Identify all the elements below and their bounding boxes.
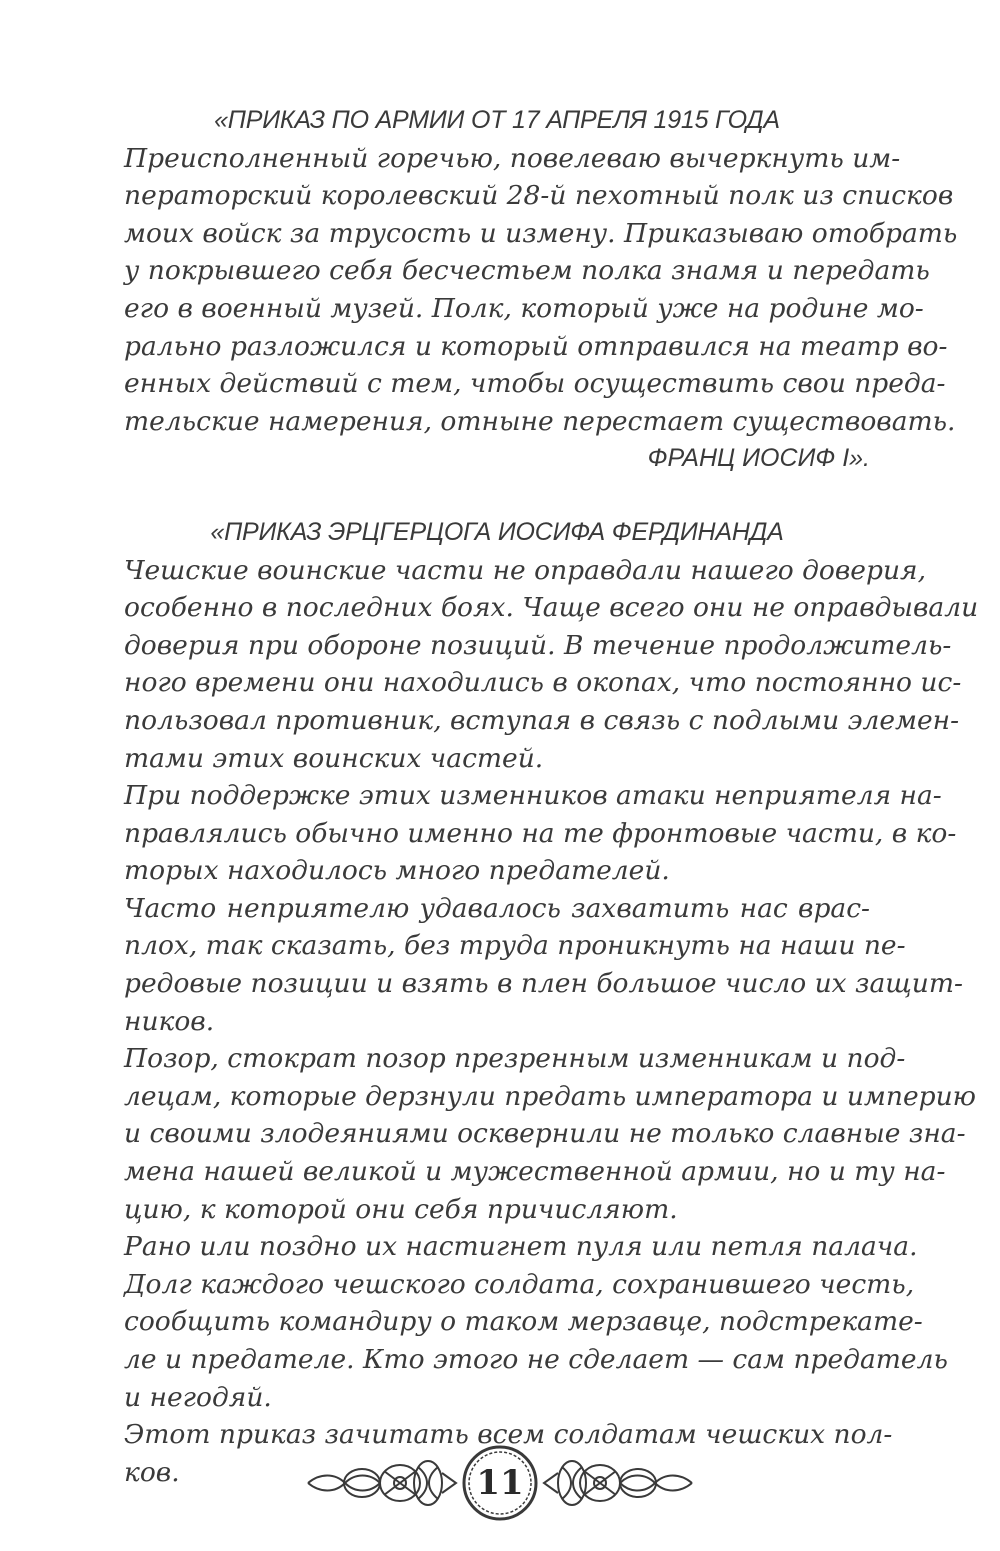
page-text	[124, 102, 979, 1491]
order2-line: ников.	[124, 1005, 215, 1037]
order1-line: тельские намерения, отныне перестает существовать.	[124, 405, 956, 437]
order1-line: его в военный музей. Полк, который уже на родине мо-	[124, 292, 924, 324]
order1-heading: «ПРИКАЗ ПО АРМИИ ОТ 17 АПРЕЛЯ 1915 ГОДА	[214, 106, 780, 134]
order2-line: и своими злодеяниями осквернили не только славные зна-	[124, 1118, 966, 1150]
page-footer	[300, 1443, 700, 1523]
order2-line: мена нашей великой и мужественной армии, но и ту на-	[124, 1156, 946, 1188]
order2-heading: «ПРИКАЗ ЭРЦГЕРЦОГА ИОСИФА ФЕРДИНАНДА	[210, 517, 784, 546]
order2-line: Этот приказ зачитать всем солдатам чешских пол-	[124, 1419, 893, 1451]
order2-line: Часто неприятелю удавалось захватить нас врас-	[124, 892, 870, 924]
order2-line: Чешские воинские части не оправдали нашего доверия,	[124, 554, 926, 586]
order2-line: редовые позиции и взять в плен большое число их защит-	[124, 968, 963, 1000]
order1-line: моих войск за трусость и измену. Приказываю отобрать	[124, 217, 958, 249]
order2-line: пользовал противник, вступая в связь с подлыми элемен-	[124, 704, 960, 736]
order2-line: тами этих воинских частей.	[124, 742, 544, 774]
order2-line: и негодяй.	[124, 1381, 272, 1413]
order2-line: особенно в последних боях. Чаще всего они не оправдывали	[124, 592, 979, 624]
order2-line: цию, к которой они себя причисляют.	[124, 1193, 678, 1225]
order2-line: Позор, стократ позор презренным изменникам и под-	[124, 1043, 906, 1075]
order2-line: плох, так сказать, без труда проникнуть на наши пе-	[124, 930, 906, 962]
order2-line: ного времени они находились в окопах, что постоянно ис-	[124, 667, 962, 699]
order1-line: енных действий с тем, чтобы осуществить свои преда-	[124, 368, 946, 400]
order2-line: Долг каждого чешского солдата, сохранившего честь,	[124, 1268, 915, 1300]
order2-line: При поддержке этих изменников атаки неприятеля на-	[124, 780, 942, 812]
page-number: 11	[476, 1463, 524, 1503]
order1-signature: ФРАНЦ ИОСИФ I».	[647, 444, 870, 473]
order2-line: сообщить командиру о таком мерзавце, подстрекате-	[124, 1306, 923, 1338]
order2-line: лецам, которые дерзнули предать императора и империю	[124, 1080, 977, 1112]
order2-line: Рано или поздно их настигнет пуля или петля палача.	[124, 1231, 918, 1263]
order2-line: ков.	[124, 1456, 180, 1488]
order1-line: Преисполненный горечью, повелеваю вычеркнуть им-	[124, 142, 901, 174]
order1-line: рально разложился и который отправился на театр во-	[124, 330, 948, 362]
order2-line: правлялись обычно именно на те фронтовые части, в ко-	[124, 817, 957, 849]
order2-line: торых находилось много предателей.	[124, 855, 670, 887]
order2-line: доверия при обороне позиций. В течение продолжитель-	[124, 629, 952, 661]
order1-line: у покрывшего себя бесчестьем полка знамя и передать	[124, 255, 930, 287]
order2-line: ле и предателе. Кто этого не сделает — сам предатель	[124, 1344, 948, 1375]
section-gap	[124, 478, 870, 514]
order1-line: ператорский королевский 28-й пехотный полк из списков	[124, 180, 954, 212]
